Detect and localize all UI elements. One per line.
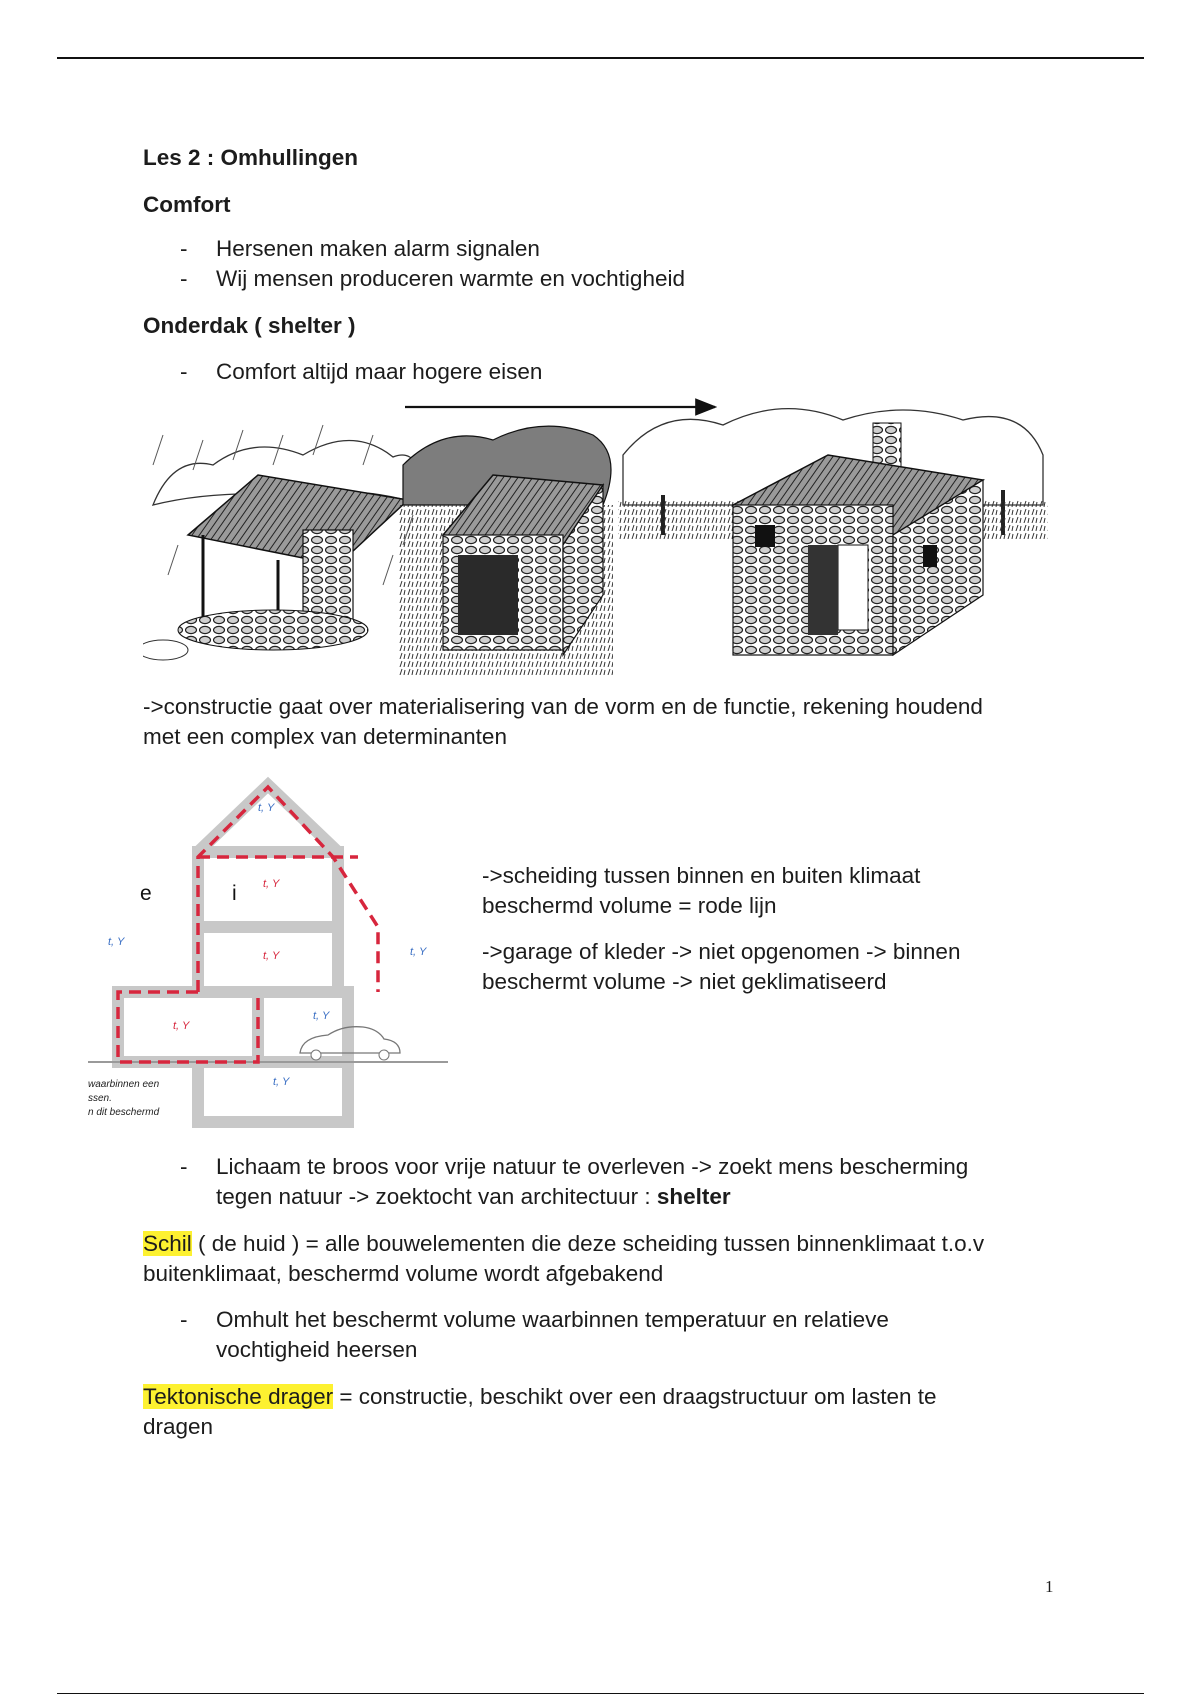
omhult-bullet-line-1: Omhult het beschermt volume waarbinnen temperatuur en relatieve bbox=[216, 1307, 889, 1332]
lichaam-bullet-line-2 bbox=[216, 1182, 731, 1212]
bullet-dash: - bbox=[180, 1307, 188, 1332]
protected-volume-diagram bbox=[88, 767, 463, 1129]
exterior-label: e bbox=[140, 882, 152, 905]
shelter-scene-3 bbox=[618, 409, 1048, 655]
omhult-bullet-line-2: vochtigheid heersen bbox=[216, 1337, 418, 1362]
schil-term: Schil bbox=[143, 1231, 192, 1256]
lichaam-bullet-prefix: tegen natuur -> zoektocht van architectuur : bbox=[216, 1184, 657, 1209]
shelter-scene-1 bbox=[143, 425, 423, 660]
tektonische-definition-line-1 bbox=[143, 1382, 937, 1412]
climate-label-garage: t, Y bbox=[313, 1010, 330, 1022]
diagram-note-line-2: ssen. bbox=[88, 1093, 112, 1104]
schil-definition-line-2: buitenklimaat, beschermd volume wordt afgebakend bbox=[143, 1261, 664, 1286]
top-rule bbox=[57, 57, 1144, 59]
climate-label-lower-left: t, Y bbox=[173, 1020, 190, 1032]
climate-label-upper: t, Y bbox=[263, 878, 280, 890]
schil-definition-line-1 bbox=[143, 1229, 984, 1259]
scheiding-text-line-2: beschermd volume = rode lijn bbox=[482, 893, 777, 918]
bottom-rule bbox=[57, 1693, 1144, 1694]
page-title: Les 2 : Omhullingen bbox=[143, 145, 359, 170]
construction-text-line-2: met een complex van determinanten bbox=[143, 724, 507, 749]
tektonische-term: Tektonische drager bbox=[143, 1384, 334, 1409]
schil-definition-rest: ( de huid ) = alle bouwelementen die deze scheiding tussen binnenklimaat t.o.v bbox=[191, 1231, 985, 1256]
garage-text-line-1: ->garage of kleder -> niet opgenomen -> binnen bbox=[482, 939, 961, 964]
climate-label-middle: t, Y bbox=[263, 950, 280, 962]
garage-text-line-2: beschermt volume -> niet geklimatiseerd bbox=[482, 969, 887, 994]
bullet-dash: - bbox=[180, 1154, 188, 1179]
bullet-dash: - bbox=[180, 236, 188, 261]
diagram-note-line-1: waarbinnen een bbox=[88, 1079, 160, 1090]
tektonische-definition-rest: = constructie, beschikt over een draagstructuur om lasten te bbox=[333, 1384, 937, 1409]
construction-text-line-1: ->constructie gaat over materialisering van de vorm en de functie, rekening houdend bbox=[143, 694, 983, 719]
scheiding-text-line-1: ->scheiding tussen binnen en buiten klimaat bbox=[482, 863, 921, 888]
lichaam-bullet-line-1: Lichaam te broos voor vrije natuur te overleven -> zoekt mens bescherming bbox=[216, 1154, 969, 1179]
shelter-scene-2 bbox=[398, 426, 613, 675]
climate-label-left: t, Y bbox=[108, 936, 125, 948]
bullet-dash: - bbox=[180, 266, 188, 291]
climate-label-roof: t, Y bbox=[258, 802, 275, 814]
shelter-evolution-illustration bbox=[143, 395, 1048, 677]
comfort-bullet-2: Wij mensen produceren warmte en vochtigheid bbox=[216, 266, 685, 291]
diagram-note-line-3: n dit beschermd bbox=[88, 1107, 160, 1118]
interior-label: i bbox=[232, 882, 237, 905]
climate-label-right: t, Y bbox=[410, 946, 427, 958]
shelter-term: shelter bbox=[656, 1184, 731, 1209]
comfort-bullet-1: Hersenen maken alarm signalen bbox=[216, 236, 540, 261]
page-number: 1 bbox=[1045, 1577, 1054, 1596]
onderdak-bullet-1: Comfort altijd maar hogere eisen bbox=[216, 359, 543, 384]
climate-label-basement: t, Y bbox=[273, 1076, 290, 1088]
tektonische-definition-line-2: dragen bbox=[143, 1414, 214, 1439]
bullet-dash: - bbox=[180, 359, 188, 384]
comfort-heading: Comfort bbox=[143, 192, 231, 217]
onderdak-heading: Onderdak ( shelter ) bbox=[143, 313, 356, 338]
